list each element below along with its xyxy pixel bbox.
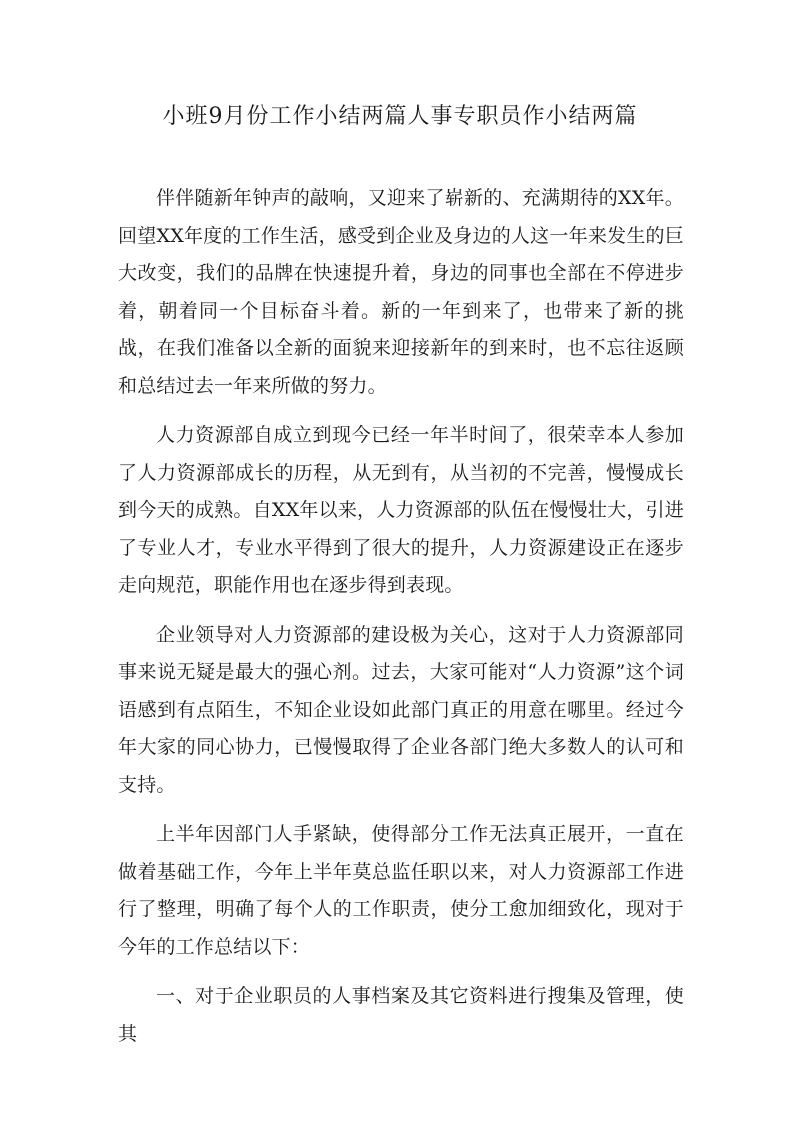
paragraph-4: 上半年因部门人手紧缺，使得部分工作无法真正展开，一直在做着基础工作，今年上半年莫总监任职以来，对人力资源部工作进行了整理，明确了每个人的工作职责，使分工愈加细致化，现对于今年的工作总结以下： <box>118 823 684 958</box>
paragraph-2: 人力资源部自成立到现今已经一年半时间了，很荣幸本人参加了人力资源部成长的历程，从无到有，从当初的不完善，慢慢成长到今天的成熟。自XX年以来，人力资源部的队伍在慢慢壮大，引进了专业人才，专业水平得到了很大的提升，人力资源建设正在逐步走向规范，职能作用也在逐步得到表现。 <box>118 424 684 596</box>
paragraph-3: 企业领导对人力资源部的建设极为关心，这对于人力资源部同事来说无疑是最大的强心剂。过去，大家可能对“人力资源”这个词语感到有点陌生，不知企业设如此部门真正的用意在哪里。经过今年大家的同心协力，已慢慢取得了企业各部门绝大多数人的认可和支持。 <box>118 623 684 796</box>
document-body <box>118 180 684 1065</box>
paragraph-1: 伴伴随新年钟声的敲响，又迎来了崭新的、充满期待的XX年。回望XX年度的工作生活，感受到企业及身边的人这一年来发生的巨大改变，我们的品牌在快速提升着，身边的同事也全部在不停进步着，朝着同一个目标奋斗着。新的一年到来了，也带来了新的挑战，在我们准备以全新的面貌来迎接新年的到来时，也不忘往返顾和总结过去一年来所做的努力。 <box>118 187 684 397</box>
paragraph-5: 一、对于企业职员的人事档案及其它资料进行搜集及管理，使其 <box>118 985 684 1045</box>
document-title: 小班9月份工作小结两篇人事专职员作小结两篇 <box>162 104 638 129</box>
